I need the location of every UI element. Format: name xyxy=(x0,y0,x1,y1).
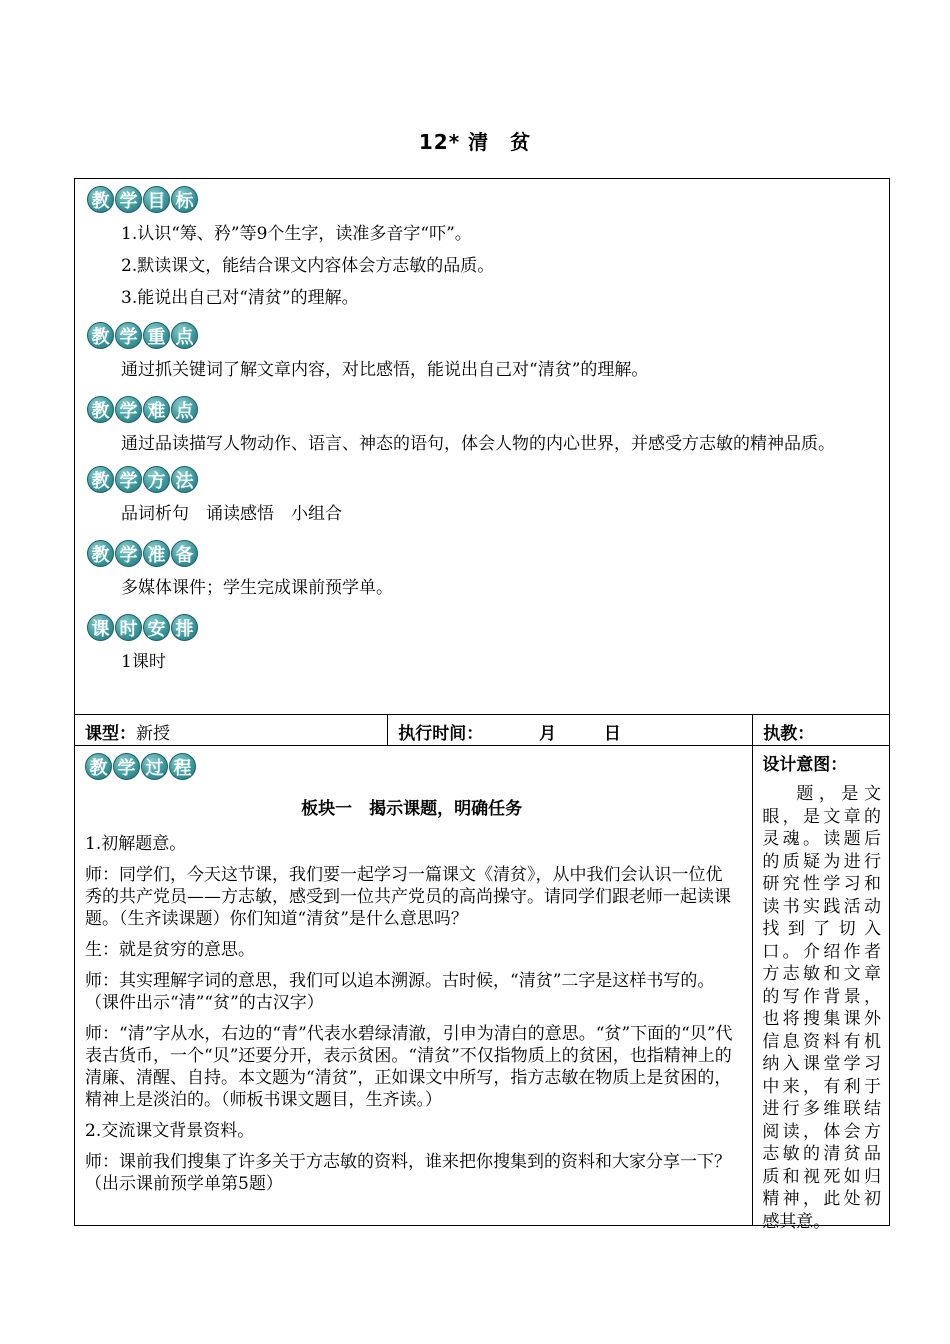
difficulties-text: 通过品读描写人物动作、语言、神态的语句，体会人物的内心世界，并感受方志敏的精神品质。 xyxy=(121,434,835,454)
lesson-overview-box xyxy=(74,178,890,715)
badge-char: 点 xyxy=(171,322,198,349)
badge-char: 教 xyxy=(87,540,114,567)
process-paragraph: 师：其实理解字词的意思，我们可以追本溯源。古时候，“清贫”二字是这样书写的。（课件出示“清”“贫”的古汉字） xyxy=(85,971,715,1013)
badge-char: 重 xyxy=(143,322,170,349)
methods-text: 品词析句 诵读感悟 小组合 xyxy=(121,504,342,524)
execution-time-label: 执行时间： xyxy=(398,724,484,744)
badge-char: 标 xyxy=(171,186,198,213)
badge-methods xyxy=(87,463,875,497)
badge-difficulties xyxy=(87,393,875,427)
badge-char: 目 xyxy=(143,186,170,213)
badge-char: 教 xyxy=(87,322,114,349)
goal-item: 2.默读课文，能结合课文内容体会方志敏的品质。 xyxy=(121,256,495,276)
process-main-column xyxy=(75,746,753,1225)
badge-char: 教 xyxy=(85,753,112,780)
badge-preparation xyxy=(87,537,875,571)
badge-goals xyxy=(87,183,875,217)
day-label: 日 xyxy=(603,724,621,744)
process-paragraph: 1.初解题意。 xyxy=(85,834,187,854)
badge-char: 课 xyxy=(87,614,114,641)
lesson-type-label: 课型： xyxy=(85,724,136,744)
badge-key-points xyxy=(87,319,875,353)
badge-char: 方 xyxy=(143,466,170,493)
lesson-type-cell xyxy=(75,715,388,745)
goal-item: 3.能说出自己对“清贫”的理解。 xyxy=(121,288,359,308)
process-paragraph: 2.交流课文背景资料。 xyxy=(85,1121,255,1141)
badge-char: 点 xyxy=(171,396,198,423)
goal-item: 1.认识“筹、矜”等9个生字，读准多音字“吓”。 xyxy=(121,224,472,244)
badge-char: 学 xyxy=(115,322,142,349)
lesson-type-value: 新授 xyxy=(136,724,170,744)
teacher-cell xyxy=(753,715,889,745)
badge-char: 时 xyxy=(115,614,142,641)
teacher-label: 执教： xyxy=(763,724,815,744)
badge-char: 学 xyxy=(115,186,142,213)
process-paragraph: 师：同学们，今天这节课，我们要一起学习一篇课文《清贫》，从中我们会认识一位优秀的共产党员——方志敏，感受到一位共产党员的高尚操守。请同学们跟老师一起读课题。（生齐读课题）你们知道“清贫”是什么意思吗？ xyxy=(85,865,731,929)
teaching-process-box xyxy=(74,745,890,1232)
document-title: 12* 清 贫 xyxy=(418,130,532,154)
badge-char: 安 xyxy=(143,614,170,641)
design-intent-heading: 设计意图： xyxy=(762,755,848,775)
badge-char: 学 xyxy=(115,466,142,493)
badge-char: 教 xyxy=(87,466,114,493)
badge-char: 备 xyxy=(171,540,198,567)
lesson-meta-row xyxy=(74,714,890,746)
badge-char: 程 xyxy=(169,753,196,780)
execution-time-cell xyxy=(388,715,753,745)
badge-char: 难 xyxy=(143,396,170,423)
section-title: 板块一 揭示课题，明确任务 xyxy=(301,799,523,819)
badge-char: 学 xyxy=(113,753,140,780)
badge-char: 教 xyxy=(87,186,114,213)
badge-char: 教 xyxy=(87,396,114,423)
badge-char: 准 xyxy=(143,540,170,567)
process-paragraph: 师：“清”字从水，右边的“青”代表水碧绿清澈，引申为清白的意思。“贫”下面的“贝”代表古货币，一个“贝”还要分开，表示贫困。“清贫”不仅指物质上的贫困，也指精神上的清廉、清醒、自持。本文题为“清贫”，正如课文中所写，指方志敏在物质上是贫困的，精神上是淡泊的。（师板书课文题目，生齐读。） xyxy=(85,1024,733,1110)
badge-schedule xyxy=(87,611,875,645)
month-label: 月 xyxy=(539,724,557,744)
schedule-text: 1课时 xyxy=(121,652,166,672)
process-paragraph: 师：课前我们搜集了许多关于方志敏的资料，谁来把你搜集到的资料和大家分享一下？（出示课前预学单第5题） xyxy=(85,1152,731,1194)
preparation-text: 多媒体课件；学生完成课前预学单。 xyxy=(121,578,393,598)
badge-char: 过 xyxy=(141,753,168,780)
key-points-text: 通过抓关键词了解文章内容，对比感悟，能说出自己对“清贫”的理解。 xyxy=(121,360,649,380)
badge-char: 法 xyxy=(171,466,198,493)
design-intent-column xyxy=(753,746,889,1232)
badge-char: 排 xyxy=(171,614,198,641)
badge-process xyxy=(85,750,738,784)
design-intent-text: 题，是文眼，是文章的灵魂。读题后的质疑为进行研究性学习和读书实践活动找到了切入口。介绍作者方志敏和文章的写作背景，也将搜集课外信息资料有机纳入课堂学习中来，有利于进行多维联结阅读，体会方志敏的清贫品质和视死如归精神，此处初感其意。 xyxy=(762,784,881,1232)
badge-char: 学 xyxy=(115,396,142,423)
badge-char: 学 xyxy=(115,540,142,567)
process-paragraph: 生：就是贫穷的意思。 xyxy=(85,940,255,960)
